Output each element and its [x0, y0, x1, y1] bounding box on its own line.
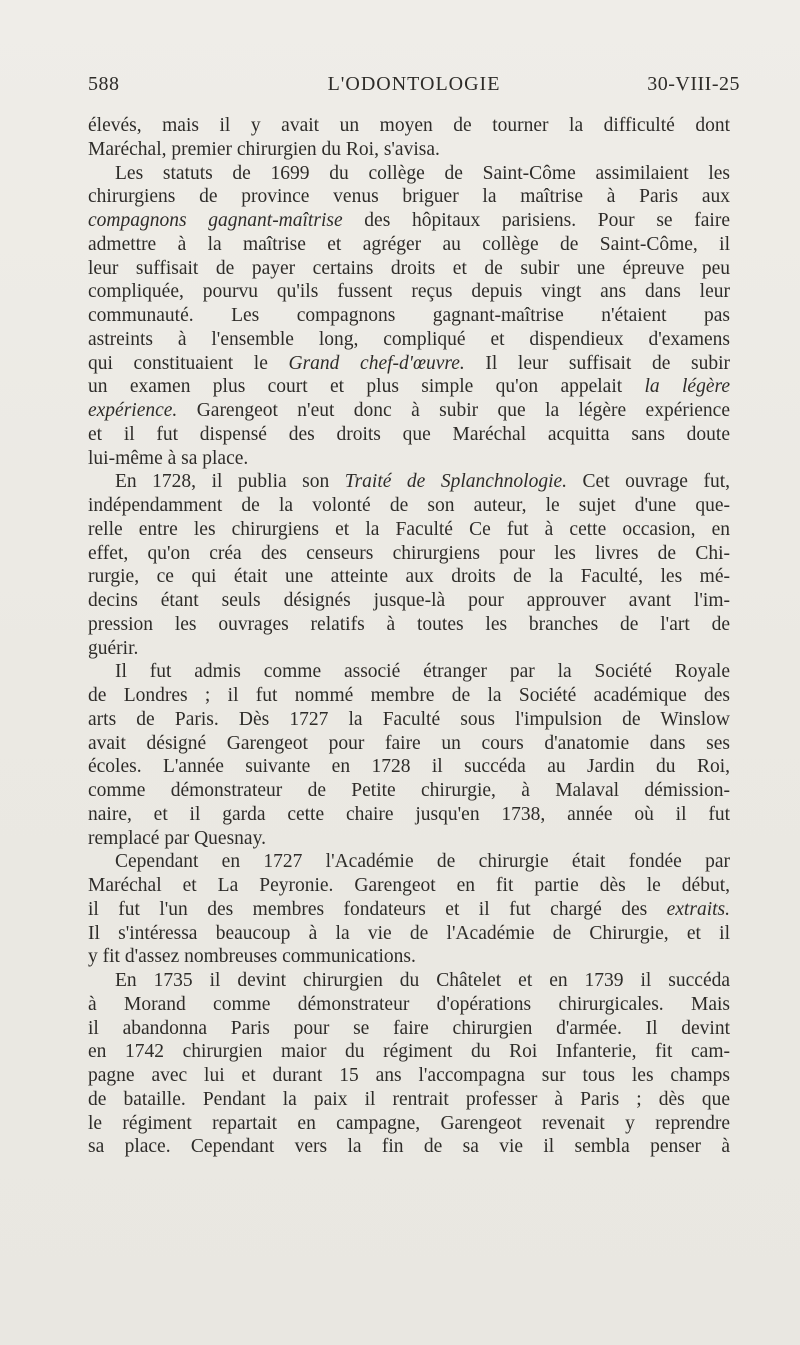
text-line: écoles. L'année suivante en 1728 il succéda au Jardin du Roi, — [88, 756, 730, 778]
page-number: 588 — [88, 73, 120, 95]
issue-date: 30-VIII-25 — [647, 73, 740, 95]
text-line: en 1742 chirurgien maior du régiment du Roi Infanterie, fit cam- — [88, 1041, 730, 1063]
text-line: rurgie, ce qui était une atteinte aux droits de la Faculté, les mé- — [88, 566, 730, 588]
text-line: compliquée, pourvu qu'ils fussent reçus depuis vingt ans dans leur — [88, 281, 730, 303]
text-line: Il s'intéressa beaucoup à la vie de l'Académie de Chirurgie, et il — [88, 922, 730, 944]
text-line: comme démonstrateur de Petite chirurgie, à Malaval démission- — [88, 780, 730, 801]
page-header — [88, 73, 740, 103]
text-segment: Cet ouvrage fut, — [567, 471, 731, 493]
text-line: indépendamment de la volonté de son auteur, le sujet d'une que- — [88, 495, 730, 516]
text-line: relle entre les chirurgiens et la Faculté Ce fut à cette occasion, en — [88, 518, 730, 540]
text-line: naire, et il garda cette chaire jusqu'en 1738, année où il fut — [88, 803, 730, 825]
text-segment: Il leur suffisait de subir — [464, 352, 730, 374]
text-line: le régiment repartait en campagne, Garengeot revenait y reprendre — [88, 1112, 730, 1134]
text-line: Il fut admis comme associé étranger par la Société Royale — [115, 661, 730, 683]
italic-segment: la légère — [644, 376, 730, 398]
text-line: il abandonna Paris pour se faire chirurgien d'armée. Il devint — [88, 1017, 730, 1039]
text-line: à Morand comme démonstrateur d'opérations chirurgicales. Mais — [88, 993, 730, 1015]
italic-segment: extraits. — [666, 898, 730, 920]
text-line: de Londres ; il fut nommé membre de la Société académique des — [88, 685, 730, 706]
text-line: En 1735 il devint chirurgien du Châtelet et en 1739 il succéda — [115, 970, 730, 991]
text-segment: un examen plus court et plus simple qu'on appelait — [88, 376, 645, 398]
text-segment: Garengeot n'eut donc à subir que la légère expérience — [177, 400, 730, 421]
text-line: de bataille. Pendant la paix il rentrait professer à Paris ; dès que — [88, 1088, 730, 1110]
text-line: Les statuts de 1699 du collège de Saint-Côme assimilaient les — [115, 162, 730, 184]
text-line: communauté. Les compagnons gagnant-maîtrise n'étaient pas — [88, 305, 730, 326]
text-line: decins étant seuls désignés jusque-là pour approuver avant l'im- — [88, 590, 730, 611]
text-line: et il fut dispensé des droits que Maréchal acquitta sans doute — [88, 423, 730, 445]
text-line — [88, 209, 730, 233]
text-line: arts de Paris. Dès 1727 la Faculté sous l'impulsion de Winslow — [88, 708, 730, 730]
text-line: astreints à l'ensemble long, compliqué et dispendieux d'examens — [88, 328, 730, 350]
text-line: sa place. Cependant vers la fin de sa vie il sembla penser à — [88, 1136, 730, 1158]
text-line: élevés, mais il y avait un moyen de tourner la difficulté dont — [88, 115, 730, 136]
text-segment: En 1728, il publia son — [115, 471, 345, 493]
text-line: avait désigné Garengeot pour faire un cours d'anatomie dans ses — [88, 732, 730, 754]
text-line — [88, 399, 730, 423]
text-line: Maréchal, premier chirurgien du Roi, s'avisa. — [88, 138, 440, 160]
italic-segment: expérience. — [88, 400, 178, 421]
text-line: lui-même à sa place. — [88, 447, 249, 469]
text-line: remplacé par Quesnay. — [88, 827, 266, 849]
body-text — [88, 114, 730, 1159]
italic-segment: Grand chef-d'œuvre. — [288, 352, 465, 374]
text-line — [88, 375, 730, 399]
text-line: pagne avec lui et durant 15 ans l'accompagna sur tous les champs — [88, 1065, 730, 1086]
text-line — [88, 898, 730, 922]
text-line — [88, 352, 730, 376]
text-line: Maréchal et La Peyronie. Garengeot en fit partie dès le début, — [88, 875, 730, 896]
text-line: admettre à la maîtrise et agréger au collège de Saint-Côme, il — [88, 233, 730, 255]
text-line: Cependant en 1727 l'Académie de chirurgie était fondée par — [115, 851, 730, 873]
text-segment: des hôpitaux parisiens. Pour se faire — [342, 210, 730, 231]
text-line: y fit d'assez nombreuses communications. — [88, 946, 416, 968]
text-line: leur suffisait de payer certains droits et de subir une épreuve peu — [88, 257, 730, 279]
running-title: L'ODONTOLOGIE — [327, 73, 501, 95]
text-line: guérir. — [88, 637, 139, 659]
text-line — [88, 470, 730, 494]
italic-segment: Traité de Splanchnologie. — [344, 471, 568, 493]
text-segment: il fut l'un des membres fondateurs et il fut chargé des — [88, 898, 667, 920]
text-line: effet, qu'on créa des censeurs chirurgiens pour les livres de Chi- — [88, 542, 730, 564]
text-segment: qui constituaient le — [88, 352, 289, 374]
text-line: chirurgiens de province venus briguer la maîtrise à Paris aux — [88, 186, 730, 208]
text-line: pression les ouvrages relatifs à toutes les branches de l'art de — [88, 613, 730, 635]
italic-segment: compagnons gagnant-maîtrise — [88, 210, 343, 231]
